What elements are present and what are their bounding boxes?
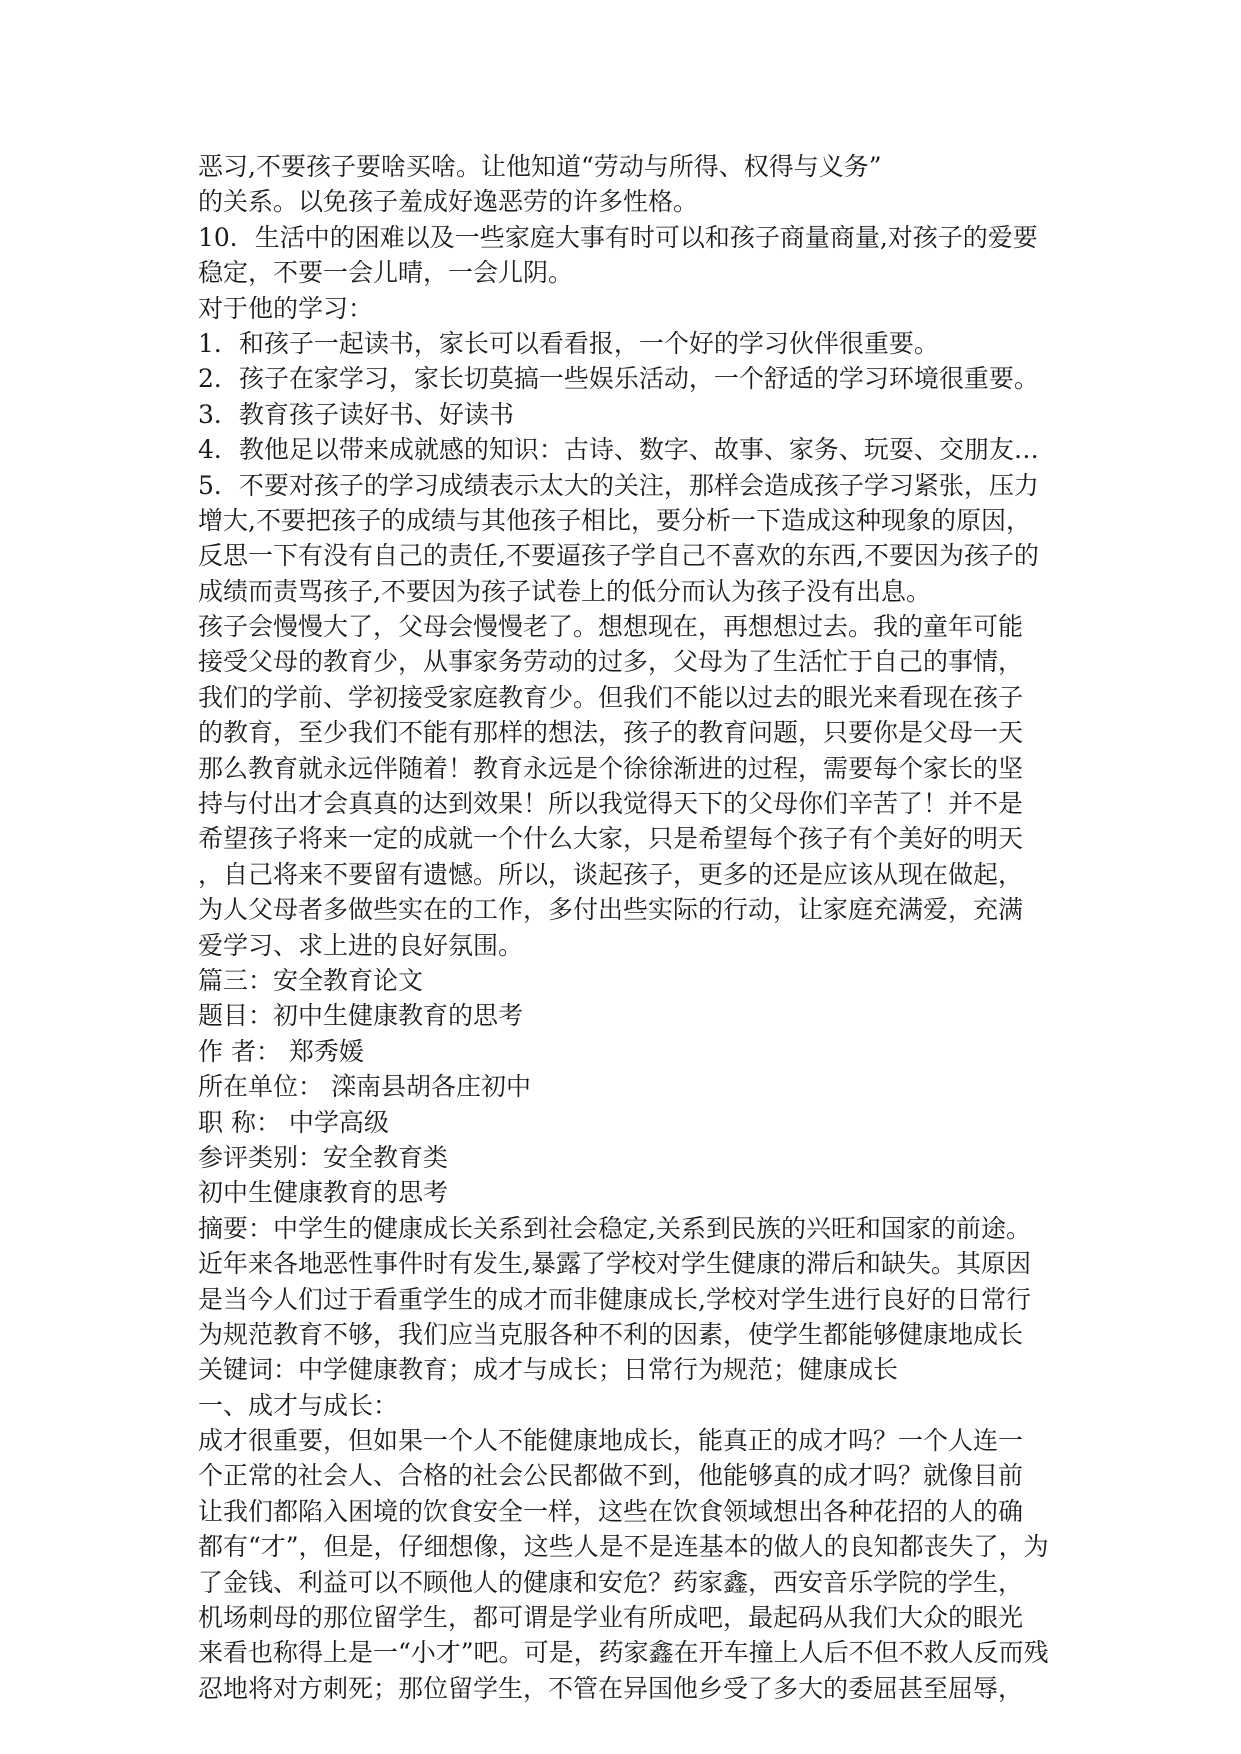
text-line: 个正常的社会人、合格的社会公民都做不到，他能够真的成才吗？就像目前	[198, 1461, 1024, 1491]
text-line: 机场刺母的那位留学生，都可谓是学业有所成吧，最起码从我们大众的眼光	[198, 1603, 1024, 1633]
text-line: 稳定，不要一会儿晴，一会儿阴。	[198, 258, 574, 288]
text-line: 都有“才”，但是，仔细想像，这些人是不是连基本的做人的良知都丧失了，为	[198, 1532, 1049, 1562]
text-line: 10．生活中的困难以及一些家庭大事有时可以和孩子商量商量,对孩子的爱要	[198, 222, 1038, 252]
document-page	[198, 149, 1068, 1706]
text-line: 参评类别：安全教育类	[198, 1142, 449, 1172]
text-line: 对于他的学习：	[198, 293, 374, 323]
text-line: 2．孩子在家学习，家长切莫搞一些娱乐活动，一个舒适的学习环境很重要。	[198, 364, 1039, 394]
text-line: 爱学习、求上进的良好氛围。	[198, 930, 524, 960]
text-line: 忍地将对方刺死；那位留学生，不管在异国他乡受了多大的委屈甚至屈辱，	[198, 1673, 1024, 1703]
text-line: 恶习,不要孩子要啥买啥。让他知道“劳动与所得、权得与义务”	[198, 152, 882, 181]
text-line: 摘要：中学生的健康成长关系到社会稳定,关系到民族的兴旺和国家的前途。	[198, 1213, 1031, 1243]
text-line: 孩子会慢慢大了，父母会慢慢老了。想想现在，再想想过去。我的童年可能	[198, 612, 1024, 642]
text-line: 希望孩子将来一定的成就一个什么大家，只是希望每个孩子有个美好的明天	[198, 824, 1024, 854]
text-line: 作 者： 郑秀媛	[198, 1036, 364, 1066]
text-line: 的教育，至少我们不能有那样的想法，孩子的教育问题，只要你是父母一天	[198, 718, 1024, 748]
text-line: 篇三：安全教育论文	[198, 965, 424, 995]
text-line: 增大,不要把孩子的成绩与其他孩子相比，要分析一下造成这种现象的原因，	[198, 505, 1031, 535]
text-line: 反思一下有没有自己的责任,不要逼孩子学自己不喜欢的东西,不要因为孩子的	[198, 541, 1039, 571]
text-line: 来看也称得上是一“小才”吧。可是，药家鑫在开车撞上人后不但不救人反而残	[198, 1638, 1049, 1668]
text-line: 一、成才与成长：	[198, 1390, 399, 1420]
text-line: 那么教育就永远伴随着！教育永远是个徐徐渐进的过程，需要每个家长的坚	[198, 753, 1024, 783]
text-line: ，自己将来不要留有遗憾。所以，谈起孩子，更多的还是应该从现在做起，	[198, 859, 1024, 889]
text-line: 为人父母者多做些实在的工作，多付出些实际的行动，让家庭充满爱，充满	[198, 895, 1024, 925]
text-line: 是当今人们过于看重学生的成才而非健康成长,学校对学生进行良好的日常行	[198, 1284, 1031, 1314]
text-line: 为规范教育不够，我们应当克服各种不利的因素，使学生都能够健康地成长	[198, 1319, 1024, 1349]
text-line: 3．教育孩子读好书、好读书	[198, 399, 514, 429]
text-line: 题目：初中生健康教育的思考	[198, 1001, 524, 1031]
text-line: 1．和孩子一起读书，家长可以看看报，一个好的学习伙伴很重要。	[198, 328, 939, 358]
text-line: 成才很重要，但如果一个人不能健康地成长，能真正的成才吗？一个人连一	[198, 1426, 1024, 1456]
text-line: 的关系。以免孩子羞成好逸恶劳的许多性格。	[198, 187, 699, 217]
text-line: 5．不要对孩子的学习成绩表示太大的关注，那样会造成孩子学习紧张，压力	[198, 470, 1039, 500]
text-line: 所在单位： 滦南县胡各庄初中	[198, 1072, 531, 1102]
text-line: 成绩而责骂孩子,不要因为孩子试卷上的低分而认为孩子没有出息。	[198, 576, 931, 606]
text-line: 初中生健康教育的思考	[198, 1178, 449, 1208]
text-line: 职 称： 中学高级	[198, 1107, 389, 1137]
text-line: 接受父母的教育少，从事家务劳动的过多，父母为了生活忙于自己的事情，	[198, 647, 1024, 677]
text-line: 近年来各地恶性事件时有发生,暴露了学校对学生健康的滞后和缺失。其原因	[198, 1249, 1031, 1279]
text-line: 我们的学前、学初接受家庭教育少。但我们不能以过去的眼光来看现在孩子	[198, 682, 1024, 712]
text-line: 持与付出才会真真的达到效果！所以我觉得天下的父母你们辛苦了！并不是	[198, 789, 1024, 819]
text-line: 了金钱、利益可以不顾他人的健康和安危？药家鑫，西安音乐学院的学生，	[198, 1567, 1024, 1597]
text-line: 关键词：中学健康教育；成才与成长；日常行为规范；健康成长	[198, 1355, 899, 1385]
text-line: 让我们都陷入困境的饮食安全一样，这些在饮食领域想出各种花招的人的确	[198, 1496, 1024, 1526]
text-line: 4．教他足以带来成就感的知识：古诗、数字、故事、家务、玩耍、交朋友…	[198, 435, 1039, 465]
